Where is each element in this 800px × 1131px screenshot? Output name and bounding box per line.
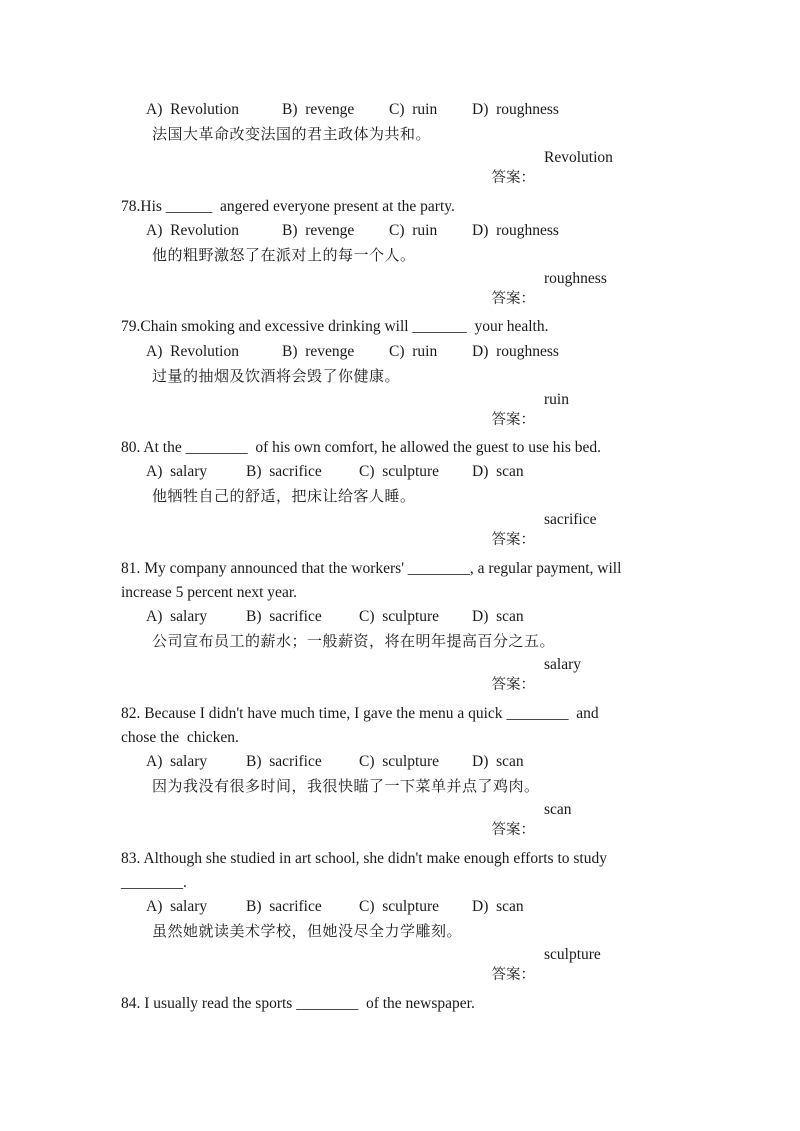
question-text: , a regular payment, will (469, 560, 622, 577)
answer-line (476, 148, 613, 228)
option-b: B) revenge (282, 222, 355, 239)
option-a: A) Revolution (146, 343, 239, 360)
translation: 他的粗野激怒了在派对上的每一个人。 (152, 246, 416, 264)
question-84-text (121, 994, 475, 1014)
option-c: C) sculpture (359, 753, 440, 770)
option-c: C) ruin (389, 101, 438, 118)
option-a: A) salary (146, 753, 208, 770)
answer-value: sacrifice (544, 511, 597, 528)
answer-value: roughness (544, 270, 607, 287)
option-b: B) revenge (282, 101, 355, 118)
option-c: C) ruin (389, 343, 438, 360)
answer-value: sculpture (544, 946, 601, 963)
question-text: angered everyone present at the party. (212, 198, 455, 215)
question-text: and (568, 705, 599, 722)
option-b: B) sacrifice (246, 608, 322, 625)
question-text: 81. My company announced that the workers' (121, 560, 408, 577)
option-d: D) roughness (472, 101, 559, 118)
option-c: C) ruin (389, 222, 438, 239)
question-83-text: 83. Although she studied in art school, she didn't make enough efforts to study (121, 850, 607, 867)
question-text: your health. (466, 318, 549, 335)
option-d: D) roughness (472, 222, 559, 239)
answer-blank: ________ (407, 560, 470, 577)
answer-label: 答案： (491, 291, 535, 307)
translation: 公司宣布员工的薪水；一般薪资，将在明年提高百分之五。 (152, 632, 556, 650)
option-a: A) salary (146, 898, 208, 915)
option-c: C) sculpture (359, 608, 440, 625)
answer-label: 答案： (491, 677, 535, 693)
translation: 过量的抽烟及饮酒将会毁了你健康。 (152, 367, 401, 385)
answer-blank: ________ (506, 705, 569, 722)
answer-label: 答案： (491, 412, 535, 428)
option-c: C) sculpture (359, 463, 440, 480)
question-text: 84. I usually read the sports (121, 995, 297, 1012)
question-81-text (121, 559, 621, 579)
translation: 因为我没有很多时间，我很快瞄了一下菜单并点了鸡肉。 (152, 777, 540, 795)
option-d: D) roughness (472, 343, 559, 360)
option-a: A) salary (146, 463, 208, 480)
question-text: of his own comfort, he allowed the guest to use his bed. (247, 439, 602, 456)
answer-blank: _______ (412, 318, 467, 335)
question-82-text (121, 704, 599, 724)
question-text: 79.Chain smoking and excessive drinking will (121, 318, 413, 335)
answer-label: 答案： (491, 532, 535, 548)
translation: 虽然她就读美术学校，但她没尽全力学雕刻。 (152, 922, 463, 940)
answer-label: 答案： (491, 967, 535, 983)
option-a: A) salary (146, 608, 208, 625)
answer-blank: ________ (296, 995, 359, 1012)
answer-value: ruin (544, 391, 569, 408)
question-text: 78.His (121, 198, 166, 215)
answer-label: 答案： (491, 822, 535, 838)
answer-line (476, 269, 607, 349)
option-d: D) scan (472, 898, 524, 915)
answer-value: Revolution (544, 149, 613, 166)
option-b: B) sacrifice (246, 463, 322, 480)
question-78-text (121, 197, 455, 217)
option-c: C) sculpture (359, 898, 440, 915)
translation: 法国大革命改变法国的君主政体为共和。 (152, 125, 432, 143)
question-79-text (121, 317, 549, 337)
question-81-text-cont: increase 5 percent next year. (121, 584, 298, 601)
answer-value: salary (544, 656, 582, 673)
question-80-text (121, 438, 601, 458)
option-b: B) sacrifice (246, 898, 322, 915)
question-text: 82. Because I didn't have much time, I gave the menu a quick (121, 705, 507, 722)
option-d: D) scan (472, 608, 524, 625)
option-a: A) Revolution (146, 222, 239, 239)
option-b: B) sacrifice (246, 753, 322, 770)
question-83-text-cont: ________. (121, 874, 187, 891)
answer-label: 答案： (491, 170, 535, 186)
option-d: D) scan (472, 753, 524, 770)
answer-blank: ______ (165, 198, 213, 215)
option-b: B) revenge (282, 343, 355, 360)
answer-value: scan (544, 801, 572, 818)
question-text: of the newspaper. (358, 995, 475, 1012)
option-d: D) scan (472, 463, 524, 480)
question-82-text-cont: chose the chicken. (121, 729, 239, 746)
question-text: 80. At the (121, 439, 186, 456)
translation: 他牺牲自己的舒适，把床让给客人睡。 (152, 487, 416, 505)
answer-blank: ________ (185, 439, 248, 456)
answer-line (476, 390, 569, 470)
answer-line (476, 945, 601, 1025)
option-a: A) Revolution (146, 101, 239, 118)
